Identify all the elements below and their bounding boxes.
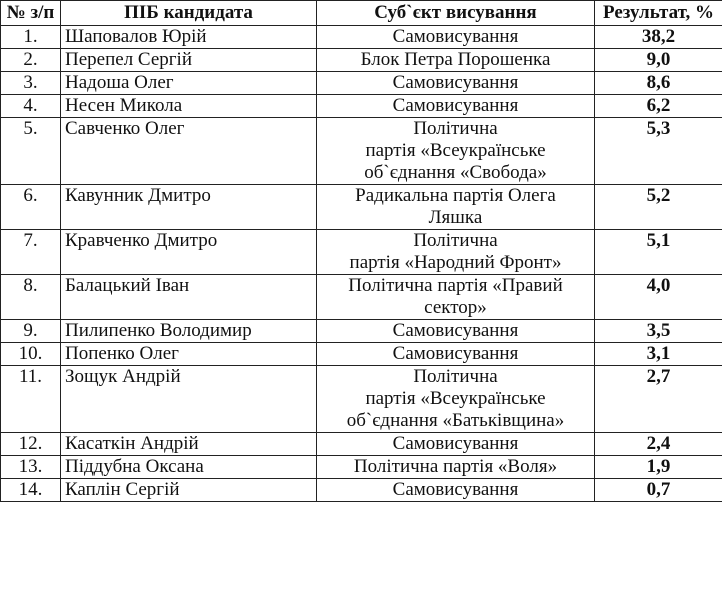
table-row <box>1 275 722 320</box>
nominating-subject <box>317 49 595 72</box>
nominating-subject-line: Ляшка <box>428 207 483 228</box>
nominating-subject <box>317 320 595 343</box>
nominating-subject-line: Самовисування <box>392 343 519 364</box>
row-number: 8. <box>1 275 61 320</box>
candidate-name: Шаповалов Юрій <box>61 26 317 49</box>
nominating-subject <box>317 275 595 320</box>
header-number-line2: з/п <box>30 2 55 23</box>
table-row <box>1 456 722 479</box>
nominating-subject-line: партія «Всеукраїнське <box>365 388 546 409</box>
header-candidate-name: ПІБ кандидата <box>61 1 317 26</box>
result-percent: 5,2 <box>595 185 722 230</box>
result-percent: 4,0 <box>595 275 722 320</box>
result-percent: 2,4 <box>595 433 722 456</box>
candidate-name: Зощук Андрій <box>61 366 317 433</box>
candidate-name: Савченко Олег <box>61 118 317 185</box>
nominating-subject <box>317 95 595 118</box>
nominating-subject-line: Самовисування <box>392 72 519 93</box>
table-row <box>1 479 722 502</box>
result-percent: 5,1 <box>595 230 722 275</box>
row-number: 3. <box>1 72 61 95</box>
nominating-subject <box>317 343 595 366</box>
header-number-line1: № <box>6 2 26 23</box>
result-percent: 5,3 <box>595 118 722 185</box>
header-result-line1: Результат, <box>602 2 691 23</box>
result-percent: 8,6 <box>595 72 722 95</box>
table-row <box>1 366 722 433</box>
nominating-subject-line: сектор» <box>424 297 487 318</box>
nominating-subject-line: Самовисування <box>392 433 519 454</box>
candidate-name: Кавунник Дмитро <box>61 185 317 230</box>
row-number: 5. <box>1 118 61 185</box>
row-number: 11. <box>1 366 61 433</box>
nominating-subject-line: Політична партія «Воля» <box>353 456 558 477</box>
table-body <box>1 26 722 502</box>
result-percent: 6,2 <box>595 95 722 118</box>
nominating-subject <box>317 456 595 479</box>
result-percent: 1,9 <box>595 456 722 479</box>
row-number: 6. <box>1 185 61 230</box>
row-number: 10. <box>1 343 61 366</box>
row-number: 13. <box>1 456 61 479</box>
nominating-subject-line: партія «Народний Фронт» <box>349 252 562 273</box>
nominating-subject <box>317 433 595 456</box>
nominating-subject-line: Самовисування <box>392 320 519 341</box>
candidate-name: Несен Микола <box>61 95 317 118</box>
row-number: 4. <box>1 95 61 118</box>
nominating-subject-line: об`єднання «Свобода» <box>364 162 547 183</box>
table-row <box>1 230 722 275</box>
table-row <box>1 185 722 230</box>
candidate-name: Касаткін Андрій <box>61 433 317 456</box>
nominating-subject-line: Самовисування <box>392 479 519 500</box>
table-row <box>1 320 722 343</box>
table-row <box>1 343 722 366</box>
header-row <box>1 1 722 26</box>
row-number: 9. <box>1 320 61 343</box>
table-row <box>1 26 722 49</box>
nominating-subject <box>317 185 595 230</box>
row-number: 14. <box>1 479 61 502</box>
result-percent: 2,7 <box>595 366 722 433</box>
nominating-subject <box>317 230 595 275</box>
candidate-name: Перепел Сергій <box>61 49 317 72</box>
table-row <box>1 118 722 185</box>
nominating-subject-line: Самовисування <box>392 95 519 116</box>
result-percent: 38,2 <box>595 26 722 49</box>
candidate-name: Попенко Олег <box>61 343 317 366</box>
candidate-name: Балацький Іван <box>61 275 317 320</box>
result-percent: 0,7 <box>595 479 722 502</box>
result-percent: 3,1 <box>595 343 722 366</box>
table-row <box>1 95 722 118</box>
nominating-subject-line: Самовисування <box>392 26 519 47</box>
row-number: 12. <box>1 433 61 456</box>
candidate-name: Каплін Сергій <box>61 479 317 502</box>
nominating-subject-line: Політична <box>413 230 498 251</box>
result-percent: 9,0 <box>595 49 722 72</box>
row-number: 7. <box>1 230 61 275</box>
nominating-subject-line: Радикальна партія Олега <box>355 185 556 206</box>
nominating-subject-line: Політична партія «Правий <box>348 275 563 296</box>
nominating-subject <box>317 72 595 95</box>
row-number: 1. <box>1 26 61 49</box>
nominating-subject-line: Політична <box>413 366 498 387</box>
header-number <box>1 1 61 26</box>
table-row <box>1 72 722 95</box>
nominating-subject <box>317 479 595 502</box>
table-row <box>1 49 722 72</box>
nominating-subject-line: Блок Петра Порошенка <box>360 49 551 70</box>
candidate-name: Піддубна Оксана <box>61 456 317 479</box>
nominating-subject <box>317 26 595 49</box>
table-row <box>1 433 722 456</box>
nominating-subject-line: об`єднання «Батьківщина» <box>346 410 565 431</box>
candidate-name: Пилипенко Володимир <box>61 320 317 343</box>
result-percent: 3,5 <box>595 320 722 343</box>
header-result <box>595 1 722 26</box>
candidate-name: Кравченко Дмитро <box>61 230 317 275</box>
nominating-subject-line: партія «Всеукраїнське <box>365 140 546 161</box>
header-result-line2: % <box>695 2 714 23</box>
candidate-name: Надоша Олег <box>61 72 317 95</box>
nominating-subject-line: Політична <box>413 118 498 139</box>
row-number: 2. <box>1 49 61 72</box>
nominating-subject <box>317 366 595 433</box>
header-nominating-subject: Суб`єкт висування <box>317 1 595 26</box>
nominating-subject <box>317 118 595 185</box>
